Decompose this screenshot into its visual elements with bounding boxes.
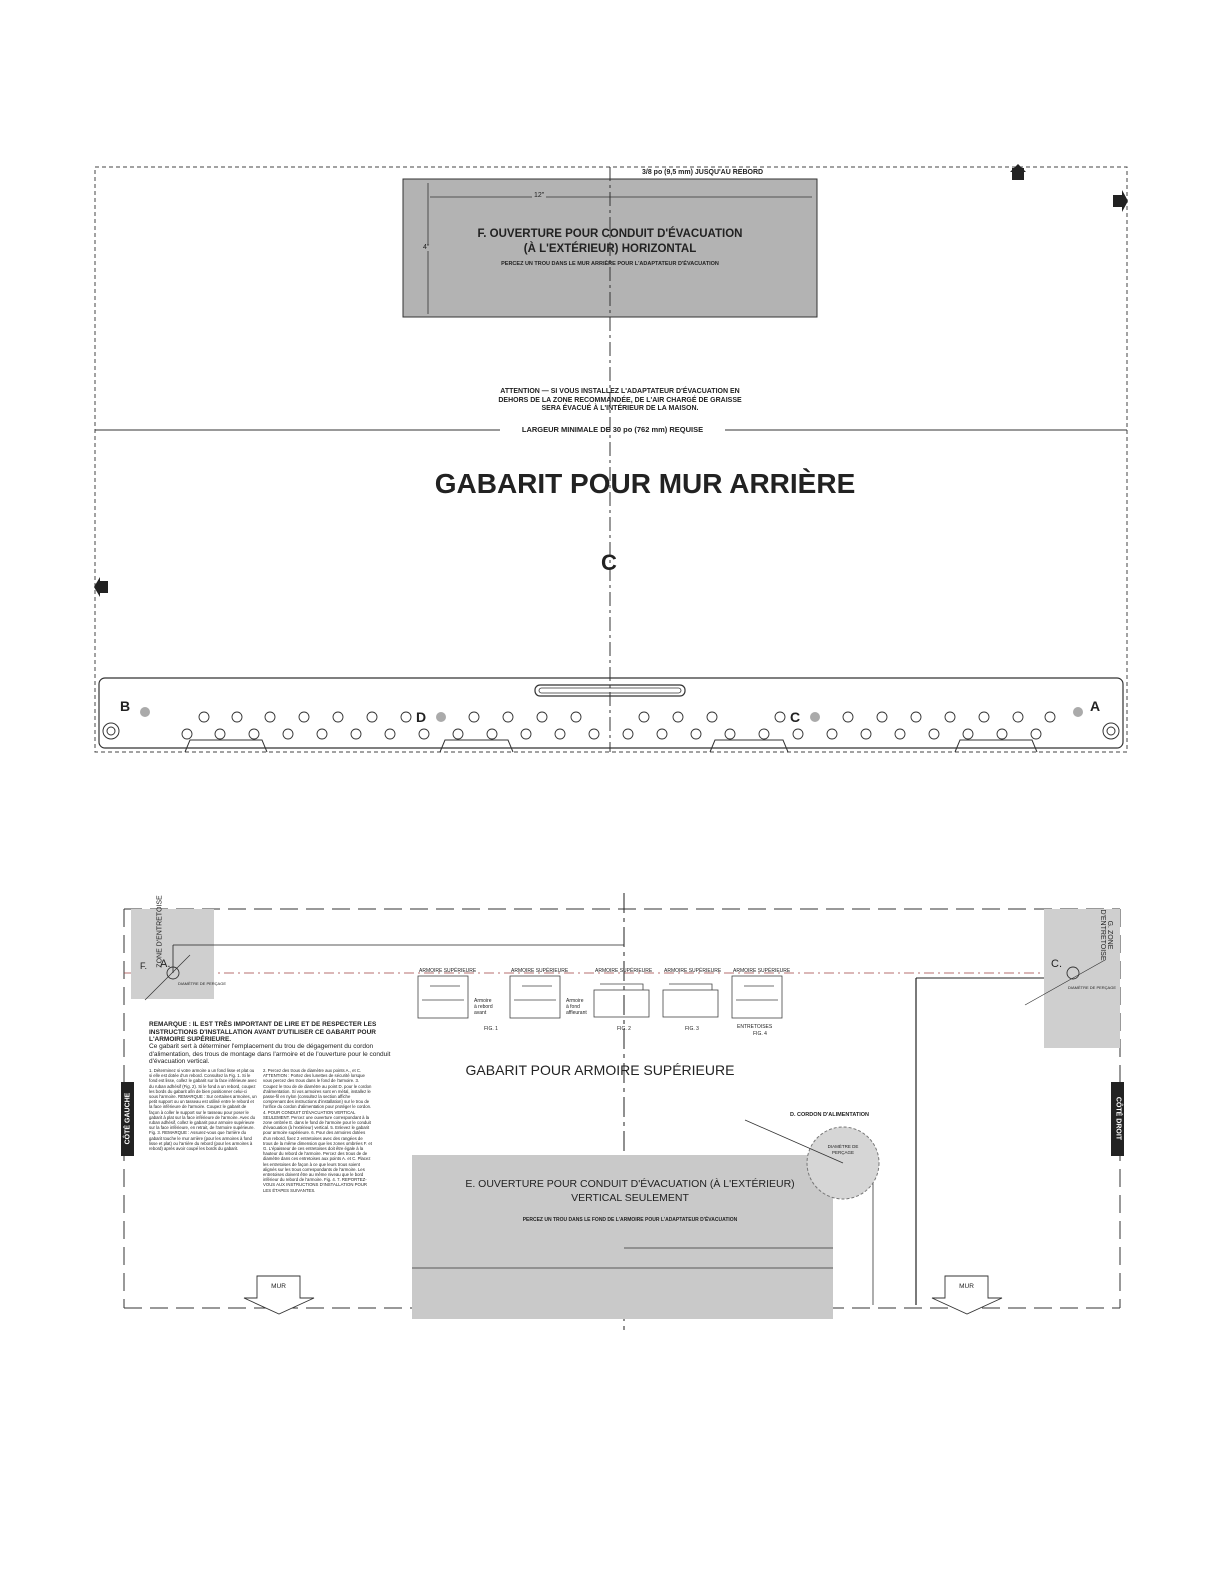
left-arrow-icon [94, 577, 108, 597]
vertical-vent-title [430, 1177, 830, 1205]
height-dimension-label: 4" [423, 244, 430, 251]
label-a: A [1090, 698, 1101, 714]
right-arrow-icon [1113, 190, 1128, 212]
fig-header-5: ARMOIRE SUPÉRIEURE [733, 968, 791, 974]
fig-callout-2: Armoire à fond affleurant [566, 998, 587, 1016]
fig-label-1: FIG. 1 [484, 1026, 498, 1032]
attention-note [470, 388, 770, 414]
label-b: B [120, 698, 131, 714]
up-arrow-icon [1010, 164, 1026, 180]
wall-label-right: MUR [959, 1283, 974, 1290]
vertical-vent-title-line-1: E. OUVERTURE POUR CONDUIT D'ÉVACUATION (À L'EXTÉRIEUR) [465, 1178, 795, 1190]
mounting-plate [99, 678, 1123, 748]
instructions-col-1: 1. Déterminez si votre armoire a un fond lisse et plat ou si elle est dotée d'un rebord. Consultez la Fig. 1. Si le fond est lisse, collez le gabarit sur la face inférieure avec du ruban adhésif (Fig. 2). Si le fond a un rebord, coupez les bords du gabarit afin de bien positionner celui-ci sous l'armoire. REMARQUE : Sur certaines armoires, un petit support ou un tasseau est utilisé entre le rebord et la face inférieure de l'armoire. Coupez le gabarit de façon à coller le support sur le tasseau pour poser le gabarit à plat sur la face inférieure de l'armoire. Avec du ruban adhésif, collez le gabarit pour armoire supérieure sur la face inférieure, en retrait, de l'armoire supérieure. Fig. 3. REMARQUE : Assurez-vous que l'arrière du gabarit touche le mur arrière (pour les armoires à fond lisse et plat) ou l'arrière du rebord (pour les armoires à rebord) après avoir coupé les bords du gabarit. [149, 1068, 257, 1152]
label-d: D [416, 709, 427, 725]
plate-hole-right [1103, 723, 1119, 739]
plate-holes-row-2 [182, 729, 1041, 739]
fig-header-3: ARMOIRE SUPÉRIEURE [595, 968, 653, 974]
plate-hole-left [103, 723, 119, 739]
left-zone-label: ZONE D'ENTRETOISE [156, 895, 164, 968]
instructions-col-2: 2. Percez des trous de diamètre aux points A., et C. ATTENTION : Portez des lunettes de sécurité lorsque vous percez des trous dans le fond de l'armoire. 3. Coupez le trou de de diamètre au point D. pour le cordon d'alimentation. Si vos armoires sont en métal, installez le passe-fil en nylon (consultez la section affiche comprenant des instructions d'installation) sur le trou de l'orifice du cordon d'alimentation pour protéger le cordon. 4. POUR CONDUIT D'ÉVACUATION VERTICAL SEULEMENT. Percez une ouverture correspondant à la zone ombrée E. dans le fond de l'armoire pour le conduit d'évacuation (à l'extérieur) vertical. 5. Enlevez le gabarit pour armoire supérieure. 6. Pour des armoires dotées d'un rebord, fixez 2 entretoises avec des rangées de trous de la même dimension que les zones ombrées F. et G. L'épaisseur de ces entretoises doit être égale à la hauteur du rebord de l'armoire. Percez des trous de de diamètre dans ces entretoises aux points A. et C. Placez les entretoises de façon à ce que leurs trous soient alignés sur les trous correspondants de l'armoire. Les entretoises doivent être au même niveau que le bord inférieur du rebord de l'armoire. Fig. 4. 7. REPORTEZ-VOUS AUX INSTRUCTIONS D'INSTALLATION POUR LES ÉTAPES SUIVANTES. [263, 1068, 372, 1193]
cabinet-figures [418, 976, 782, 1018]
drill-diameter-right: DIAMÈTRE DE PERÇAGE [1068, 985, 1117, 990]
center-mark-c: C [601, 550, 617, 575]
min-width-label: LARGEUR MINIMALE DE 30 po (762 mm) REQUISE [521, 425, 704, 434]
attention-line-1: ATTENTION — SI VOUS INSTALLEZ L'ADAPTATEUR D'ÉVACUATION EN [500, 388, 740, 395]
point-d-marker [436, 712, 446, 722]
rebord-note: 3/8 po (9,5 mm) JUSQU'AU REBORD [642, 169, 764, 176]
wall-label-left: MUR [271, 1283, 286, 1290]
cabinet-template-title: GABARIT POUR ARMOIRE SUPÉRIEURE [465, 1062, 735, 1078]
fig-callout-4: ENTRETOISES [737, 1024, 773, 1030]
side-right-label: CÔTÉ DROIT [1114, 1096, 1122, 1141]
fig-header-1: ARMOIRE SUPÉRIEURE [419, 968, 477, 974]
wall-template-title: GABARIT POUR MUR ARRIÈRE [434, 468, 856, 499]
power-cord-label: D. CORDON D'ALIMENTATION [790, 1112, 870, 1118]
left-zone-letter: F. [140, 961, 148, 971]
point-c-label: C. [1051, 958, 1062, 970]
fig-label-2: FIG. 2 [617, 1026, 631, 1032]
fig-header-2: ARMOIRE SUPÉRIEURE [511, 968, 569, 974]
remarque-purpose: Ce gabarit sert à déterminer l'emplacement du trou de dégagement du cordon d'alimentation, des trous de montage dans l'armoire et de l'ouverture pour le conduit d'évacuation vertical. [149, 1043, 391, 1065]
remarque-important: REMARQUE : IL EST TRÈS IMPORTANT DE LIRE ET DE RESPECTER LES INSTRUCTIONS D'INSTALLATION AVANT D'UTILISER CE GABARIT POUR L'ARMOIRE SUPÉRIEURE. [149, 1021, 377, 1043]
fig-header-4: ARMOIRE SUPÉRIEURE [664, 968, 722, 974]
side-left-label: CÔTÉ GAUCHE [124, 1092, 132, 1145]
attention-line-3: SERA ÉVACUÉ À L'INTÉRIEUR DE LA MAISON. [541, 405, 699, 412]
horizontal-vent-title-line-2: (À L'EXTÉRIEUR) HORIZONTAL [523, 243, 697, 255]
power-cord-drill-label: DIAMÈTRE DE PERÇAGE [827, 1144, 859, 1155]
vertical-vent-title-line-2: VERTICAL SEULEMENT [571, 1192, 689, 1204]
horizontal-vent-subtitle: PERCEZ UN TROU DANS LE MUR ARRIÈRE POUR L'ADAPTATEUR D'ÉVACUATION [501, 261, 719, 267]
point-b-marker [140, 707, 150, 717]
width-dimension-label: 12" [534, 192, 545, 199]
right-zone-label: G. ZONE D'ENTRETOISE [1099, 909, 1113, 961]
fig-callout-1: Armoire à rebord avant [474, 998, 493, 1016]
drill-diameter-left: DIAMÈTRE DE PERÇAGE [178, 981, 227, 986]
horizontal-vent-title [403, 227, 817, 257]
vertical-vent-subtitle: PERCEZ UN TROU DANS LE FOND DE L'ARMOIRE POUR L'ADAPTATEUR D'ÉVACUATION [522, 1217, 738, 1223]
point-a-marker [1073, 707, 1083, 717]
point-c-marker [810, 712, 820, 722]
fig-label-3: FIG. 3 [685, 1026, 699, 1032]
point-a-label: A. [160, 958, 171, 970]
horizontal-vent-title-line-1: F. OUVERTURE POUR CONDUIT D'ÉVACUATION [477, 228, 743, 240]
plate-holes-row-1 [199, 712, 1055, 722]
attention-line-2: DEHORS DE LA ZONE RECOMMANDÉE, DE L'AIR CHARGÉ DE GRAISSE [498, 396, 742, 404]
fig-label-4: FIG. 4 [753, 1031, 767, 1037]
label-c: C [790, 709, 801, 725]
